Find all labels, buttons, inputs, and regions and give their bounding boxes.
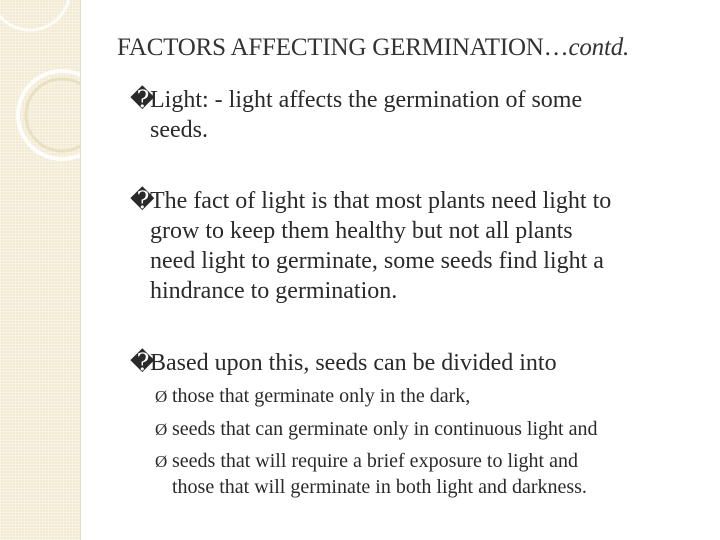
sub-bullet-item [155,415,597,444]
sub-bullet-text: those that germinate only in the dark, [172,385,471,407]
fact-line3: need light to germinate, some seeds find light a [150,248,604,274]
sub-bullet-continuation: those that will germinate in both light and darkness. [172,476,587,498]
arrow-bullet-icon: Ø [155,420,168,439]
fact-line4: hindrance to germination. [150,278,398,304]
paragraph-light [130,85,670,145]
sub-bullet-text: seeds that will require a brief exposure to light and [172,450,578,472]
sub-bullet-text: seeds that can germinate only in continuous light and [172,418,598,440]
light-label: Light [150,87,202,113]
decorative-circles [0,0,80,540]
bullet-icon: � [130,350,155,376]
slide-title [117,34,629,62]
title-main: FACTORS AFFECTING GERMINATION… [117,34,569,61]
arrow-bullet-icon: Ø [155,452,168,471]
bullet-icon: � [130,188,155,214]
based-text: Based upon this, seeds can be divided into [150,350,557,376]
light-text: : - light affects the germination of some [202,87,583,113]
fact-line1: The fact of light is that most plants need light to [150,188,612,214]
decorative-sidebar [0,0,81,540]
bullet-icon: � [130,87,155,113]
sub-bullet-item [155,382,470,411]
fact-line2: grow to keep them healthy but not all plants [150,218,573,244]
light-text-line2: seeds. [150,117,208,143]
sub-bullet-item [155,447,578,476]
arrow-bullet-icon: Ø [155,387,168,406]
paragraph-fact [130,186,690,306]
title-tail: contd. [568,34,630,61]
paragraph-based [130,348,670,378]
